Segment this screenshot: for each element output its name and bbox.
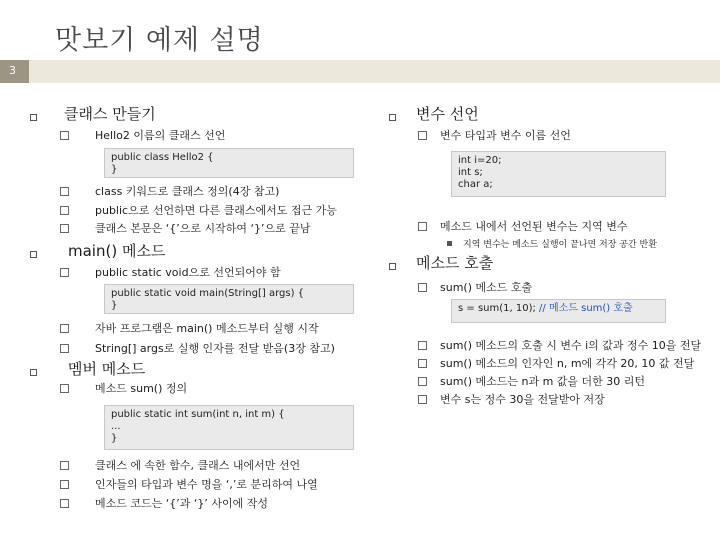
code-block: public static void main(String[] args) { } (104, 284, 354, 314)
square-bullet-icon (418, 341, 427, 350)
code-statement: s = sum(1, 10); (458, 303, 540, 314)
square-bullet-icon (389, 114, 396, 121)
bullet-text: 변수 타입과 변수 이름 선언 (440, 129, 571, 142)
code-block: public class Hello2 { } (104, 148, 354, 178)
square-bullet-icon (60, 187, 69, 196)
bullet-text: 메소드 sum() 정의 (95, 382, 188, 395)
code-block: int i=20; int s; char a; (451, 151, 666, 197)
bullet-text: sum() 메소드의 인자인 n, m에 각각 20, 10 값 전달 (440, 357, 695, 370)
square-bullet-icon (418, 131, 427, 140)
code-block (451, 299, 666, 323)
bullet-text: public으로 선언하면 다른 클래스에서도 접근 가능 (95, 204, 337, 217)
page-number: 3 (9, 64, 16, 77)
bullet-text: class 키워드로 클래스 정의(4장 참고) (95, 185, 280, 198)
square-bullet-icon (30, 251, 37, 258)
square-bullet-icon (60, 480, 69, 489)
square-bullet-icon (389, 263, 396, 270)
section-heading: 메소드 호출 (416, 254, 494, 272)
bullet-text: sum() 메소드 호출 (440, 281, 533, 294)
section-heading: main() 메소드 (68, 242, 166, 260)
square-bullet-icon (418, 377, 427, 386)
square-bullet-icon (60, 499, 69, 508)
small-bullet-icon (447, 241, 452, 246)
square-bullet-icon (30, 114, 37, 121)
square-bullet-icon (60, 268, 69, 277)
square-bullet-icon (418, 395, 427, 404)
square-bullet-icon (418, 283, 427, 292)
bullet-text: String[] args로 실행 인자를 전달 받음(3장 참고) (95, 342, 335, 355)
section-heading: 클래스 만들기 (64, 105, 156, 123)
bullet-text: Hello2 이름의 클래스 선언 (95, 129, 226, 142)
square-bullet-icon (60, 461, 69, 470)
section-heading: 변수 선언 (416, 105, 479, 123)
bullet-text: 인자들의 타입과 변수 명을 ‘,’로 분리하여 나열 (95, 478, 318, 491)
square-bullet-icon (418, 359, 427, 368)
bullet-text: 클래스 본문은 ‘{’으로 시작하여 ‘}’으로 끝남 (95, 222, 311, 235)
square-bullet-icon (60, 324, 69, 333)
square-bullet-icon (60, 206, 69, 215)
square-bullet-icon (60, 384, 69, 393)
square-bullet-icon (60, 224, 69, 233)
bullet-text: 클래스 에 속한 함수, 클래스 내에서만 선언 (95, 459, 301, 472)
section-heading: 멤버 메소드 (68, 360, 146, 378)
sub-bullet-text: 지역 변수는 메소드 실행이 끝나면 저장 공간 반환 (463, 240, 657, 250)
bullet-text: 변수 s는 정수 30을 전달받아 저장 (440, 393, 605, 406)
square-bullet-icon (60, 131, 69, 140)
code-comment: // 메소드 sum() 호출 (539, 303, 633, 314)
page-title: 맛보기 예제 설명 (55, 25, 264, 56)
bullet-text: sum() 메소드는 n과 m 값을 더한 30 리턴 (440, 375, 646, 388)
square-bullet-icon (60, 344, 69, 353)
title-rule (0, 60, 720, 83)
square-bullet-icon (418, 222, 427, 231)
bullet-text: sum() 메소드의 호출 시 변수 i의 값과 정수 10을 전달 (440, 339, 702, 352)
bullet-text: public static void으로 선언되어야 함 (95, 266, 281, 279)
bullet-text: 자바 프로그램은 main() 메소드부터 실행 시작 (95, 322, 319, 335)
square-bullet-icon (30, 369, 37, 376)
bullet-text: 메소드 코드는 ‘{’과 ‘}’ 사이에 작성 (95, 497, 268, 510)
bullet-text: 메소드 내에서 선언된 변수는 지역 변수 (440, 220, 628, 233)
code-block: public static int sum(int n, int m) { ... } (104, 405, 354, 450)
